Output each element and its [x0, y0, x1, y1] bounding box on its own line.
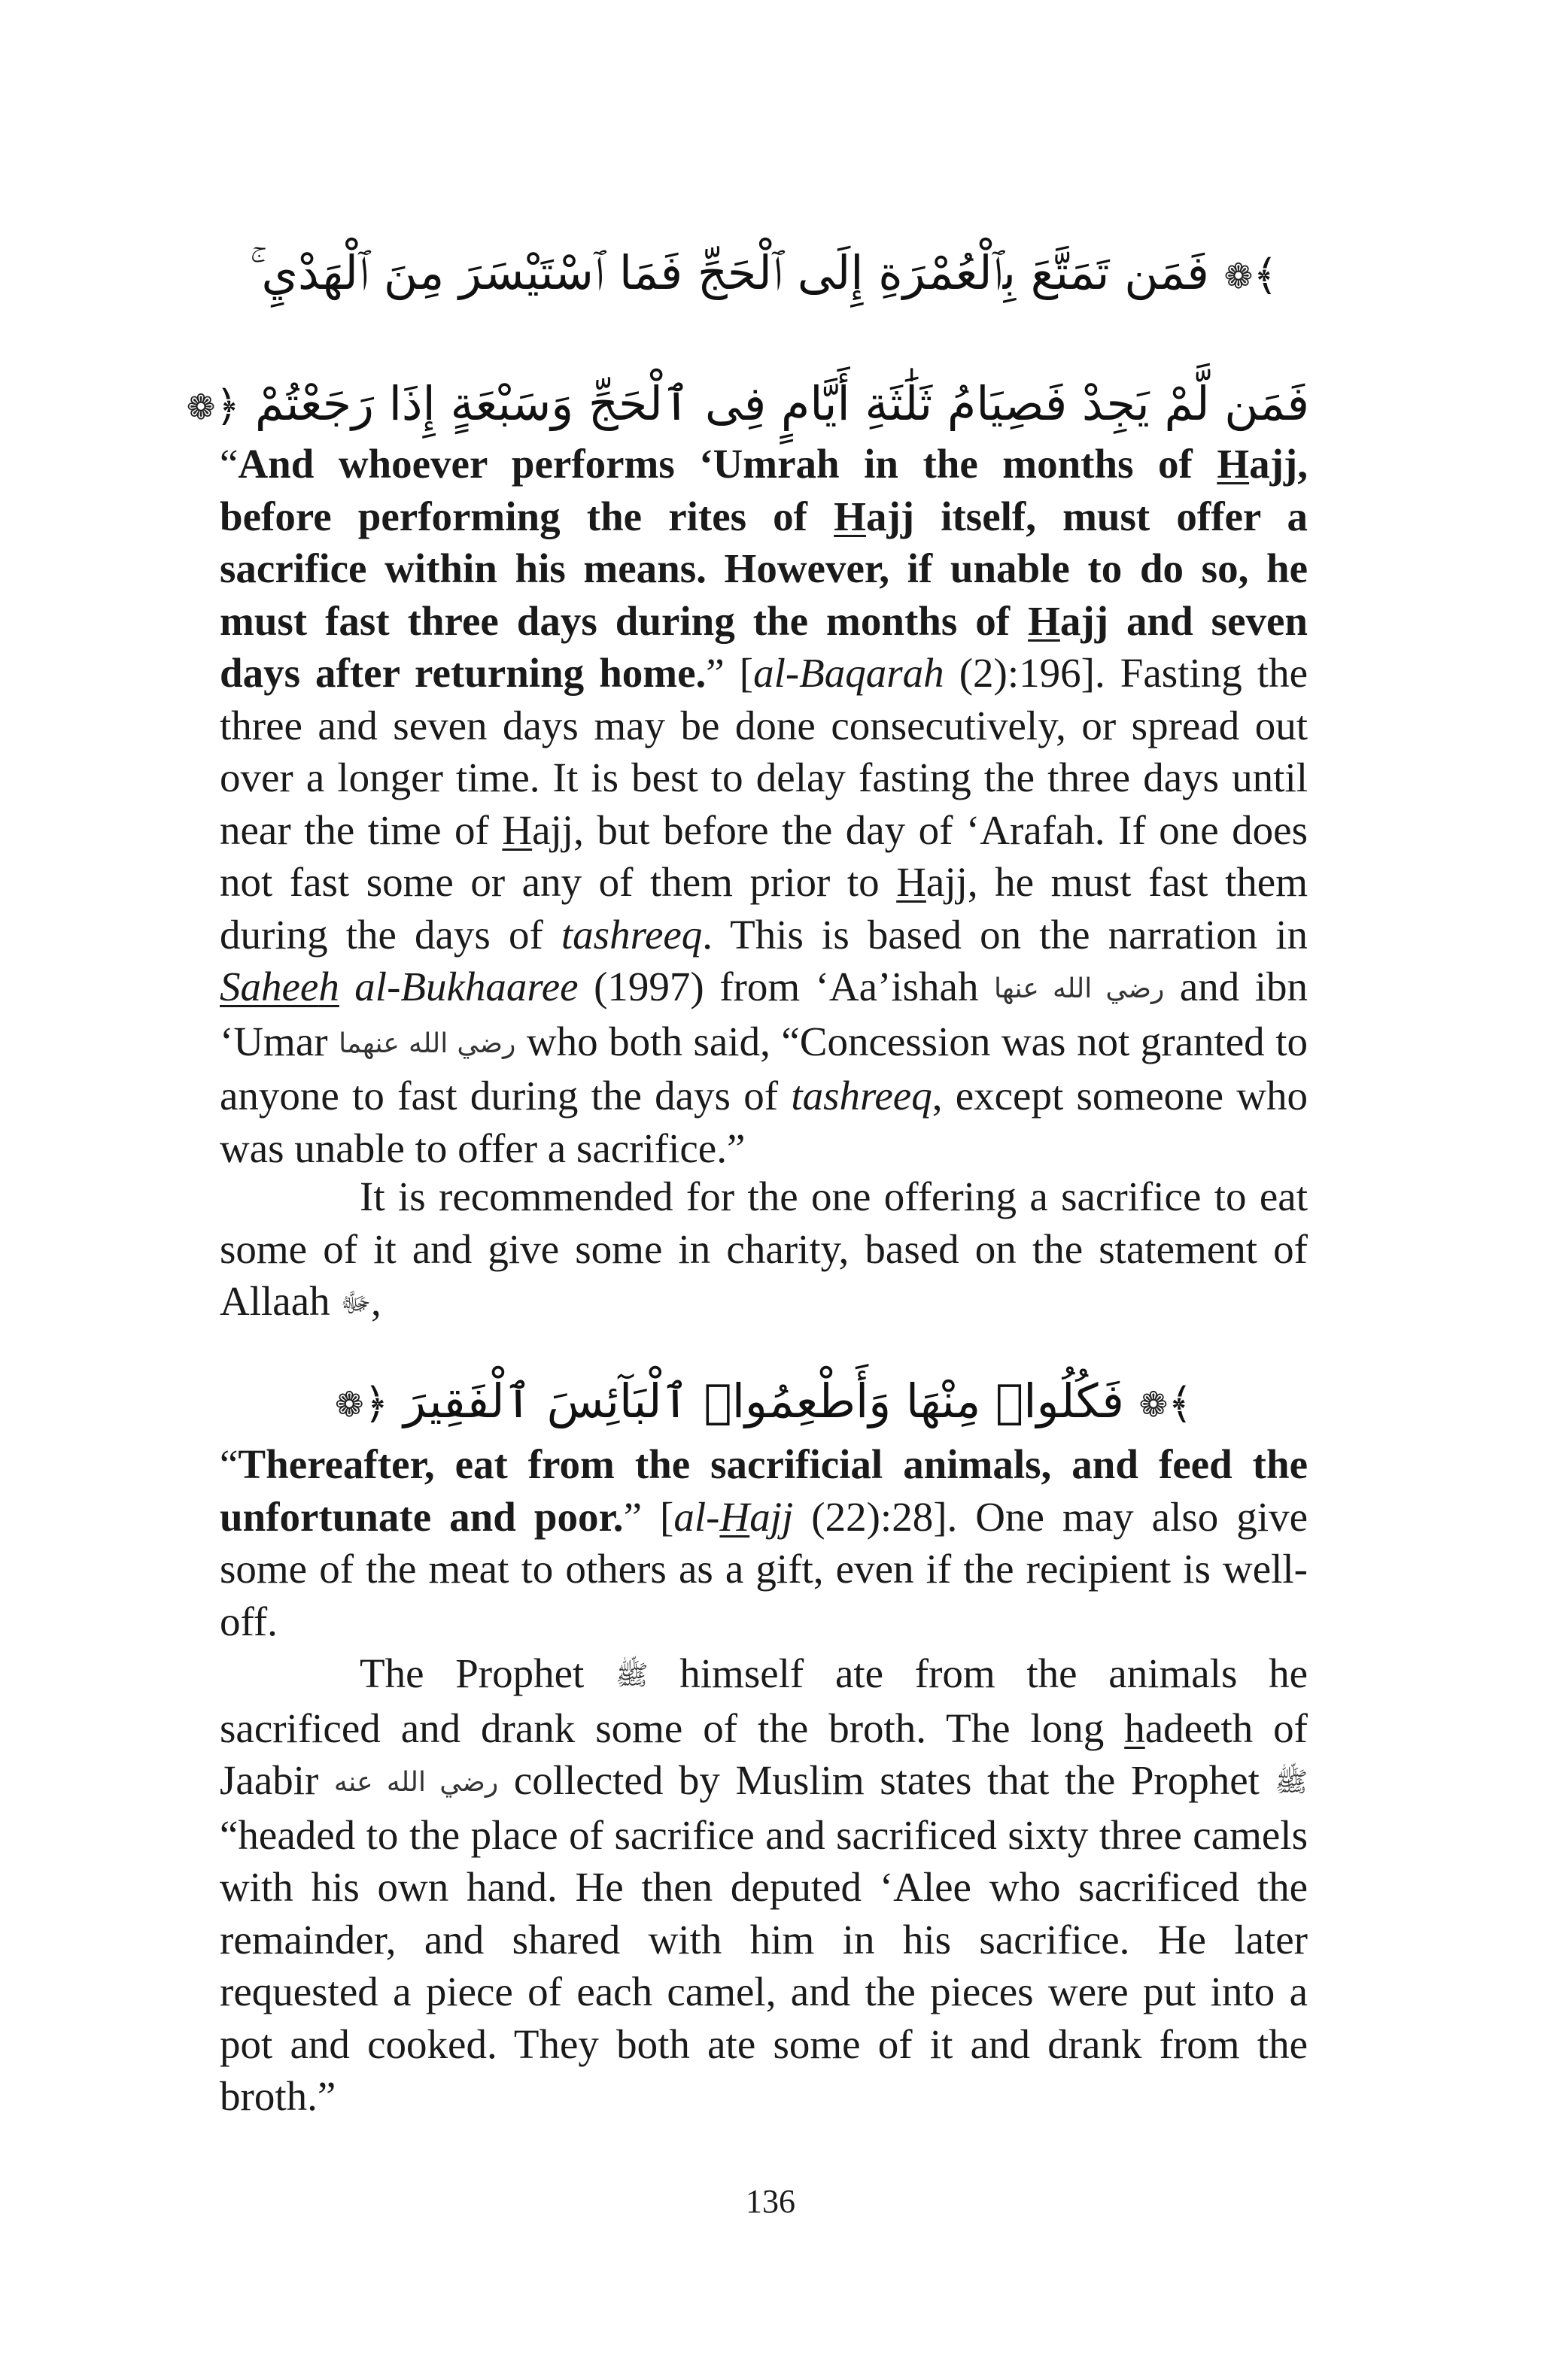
transliteration-h: H [1217, 441, 1250, 487]
verse-open-bracket: ﴾ [1168, 1379, 1193, 1428]
text: al- [673, 1493, 720, 1540]
paragraph-recommendation [220, 1170, 1308, 1330]
text: [ [724, 650, 754, 696]
text: [ [641, 1493, 674, 1540]
text: collected by Muslim states that the Prophet [498, 1757, 1275, 1803]
saheeh-word [220, 964, 339, 1009]
bold-text: ajj and seven days after returning home. [220, 597, 1308, 696]
transliteration-h: H [502, 806, 533, 853]
paragraph-eat-and-feed [220, 1438, 1308, 1647]
honorific-glyph: رضي الله عنه [333, 1767, 499, 1798]
honorific-glyph: رضي الله عنها [993, 973, 1165, 1004]
transliteration-h: H [719, 1493, 750, 1540]
text: . This is based on the narration in [702, 911, 1308, 958]
honorific-glyph: ﷺ [1275, 1767, 1308, 1798]
bold-text: ajj, before performing the rites of [220, 441, 1308, 539]
text: who both said, “Concession was not granted to anyone to fast during the days of [220, 1018, 1308, 1119]
text: himself ate from the animals he sacrificed and drank some of the broth. The long [220, 1650, 1308, 1751]
quran-verse-line-2 [186, 370, 1309, 441]
flower-ornament-icon: ❁ [1223, 255, 1254, 296]
text: adeeth of Jaabir [220, 1705, 1308, 1803]
quote-mark: “ [220, 1441, 239, 1487]
text: ajj, he must fast them during the days of [220, 859, 1308, 958]
paragraph-fasting [220, 438, 1308, 1174]
text: It is recommended for the one offering a sacrifice to eat some of it and give some in charity, based on the statement of Allaah [220, 1173, 1308, 1324]
verse-1-text-line-1: فَمَن تَمَتَّعَ بِٱلْعُمْرَةِ إِلَى ٱلْحَجِّ فَمَا ٱسْتَيْسَرَ مِنَ ٱلْهَدْيِ ۚ [249, 245, 1209, 300]
verse-open-bracket: ﴾ [1253, 250, 1278, 300]
page-number: 136 [746, 2183, 795, 2220]
text: (22):28]. One may also give some of the meat to others as a gift, even if the recipient is well-off. [220, 1493, 1308, 1644]
bold-text: ajj itself, must offer a sacrifice within his means. However, if unable to do so, he must fast three days during the months of [220, 493, 1308, 644]
text: and ibn ‘Umar [220, 964, 1308, 1064]
bold-text: And whoever performs ‘Umrah in the months of [238, 441, 1217, 487]
verse-close-bracket: ﴿ [363, 1379, 389, 1428]
paragraph-prophet-sacrifice [220, 1647, 1308, 2123]
text: h [318, 964, 339, 1009]
quote-mark: ” [623, 1493, 642, 1540]
text: (1997) from ‘Aa’ishah [578, 964, 994, 1009]
surah-name: al-Baqarah [753, 650, 944, 696]
text: al-Bukhaaree [339, 964, 579, 1009]
text: , except someone who was unable to offer a sacrifice.” [220, 1073, 1308, 1171]
text: The Prophet [360, 1650, 616, 1696]
text: ee [281, 964, 319, 1009]
quran-verse-line-3 [218, 1368, 1309, 1438]
flower-ornament-icon: ❁ [335, 1383, 364, 1425]
honorific-glyph: ﷻ [340, 1288, 371, 1319]
flower-ornament-icon: ❁ [1138, 1383, 1169, 1425]
term-tashreeq: tashreeq [791, 1073, 932, 1119]
verse-2-text: فَكُلُوا۟ مِنْهَا وَأَطْعِمُوا۟ ٱلْبَآئِسَ ٱلْفَقِيرَ [403, 1374, 1124, 1428]
quran-verse-line-1 [218, 239, 1309, 310]
honorific-glyph: رضي الله عنهما [339, 1028, 516, 1059]
text: “headed to the place of sacrifice and sacrificed sixty three camels with his own hand. He then deputed ‘Alee who sacrificed the remainder, and shared with him in his sacrifice. He later requested a piece of each camel, and the pieces were put into a pot and cooked. They both ate some of it and drank from the broth.” [220, 1811, 1308, 2119]
translation-bold: Thereafter, eat from the sacrificial animals, and feed the unfortunate and poor. [220, 1441, 1308, 1540]
honorific-glyph: ﷺ [615, 1660, 649, 1691]
text: Sa [220, 964, 261, 1009]
text: , [371, 1278, 381, 1324]
text: ajj [749, 1493, 794, 1540]
surah-name [673, 1494, 793, 1540]
verse-1-text-line-2: فَمَن لَّمْ يَجِدْ فَصِيَامُ ثَلَٰثَةِ أَيَّامٍ فِى ٱلْحَجِّ وَسَبْعَةٍ إِذَا رَجَعْتُمْ [254, 376, 1309, 431]
book-title-saheeh [220, 964, 579, 1009]
text: ajj, but before the day of ‘Arafah. If one does not fast some or any of them prior to [220, 806, 1308, 905]
quote-mark: ” [706, 650, 725, 696]
transliteration-h: H [834, 493, 866, 539]
text: h [261, 964, 282, 1009]
verse-close-bracket: ﴿ [215, 381, 241, 431]
transliteration-h: h [1124, 1705, 1145, 1751]
term-tashreeq: tashreeq [561, 911, 703, 958]
transliteration-h: H [1028, 597, 1060, 644]
flower-ornament-icon: ❁ [186, 386, 216, 427]
transliteration-h: H [896, 859, 926, 905]
text: (2):196]. Fasting the three and seven days may be done consecutively, or spread out over a longer time. It is best to delay fasting the three days until near the time of [220, 650, 1308, 853]
quote-mark: “ [220, 441, 239, 487]
